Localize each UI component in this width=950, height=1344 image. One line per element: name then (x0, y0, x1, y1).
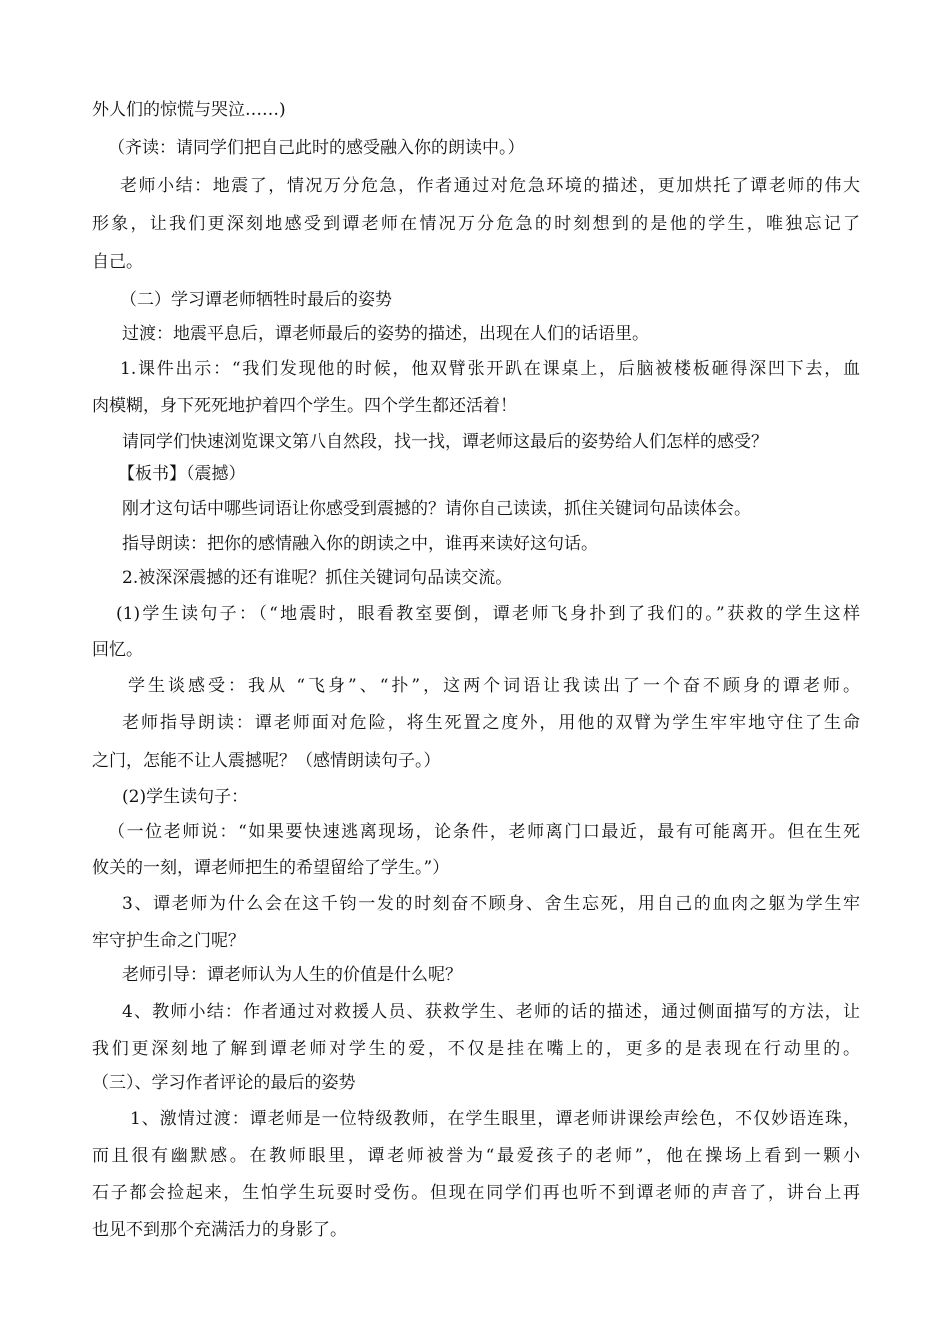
text-line: 回忆。 (92, 640, 143, 660)
text-line: 学生谈感受：我从 “飞身”、“扑”，这两个词语让我读出了一个奋不顾身的谭老师。 (128, 676, 860, 696)
blackboard-note: 【板书】（震撼） (118, 464, 246, 484)
text-line: 1、激情过渡：谭老师是一位特级教师，在学生眼里，谭老师讲课绘声绘色，不仅妙语连珠， (130, 1109, 860, 1129)
text-line: (1)学生读句子：（“地震时，眼看教室要倒，谭老师飞身扑到了我们的。”获救的学生这样 (116, 604, 860, 624)
text-line: 之门，怎能不让人震撼呢？（感情朗读句子。） (92, 751, 441, 771)
text-line: 攸关的一刻，谭老师把生的希望留给了学生。”） (92, 858, 450, 878)
text-line: 老师指导朗读：谭老师面对危险，将生死置之度外，用他的双臂为学生牢牢地守住了生命 (122, 713, 860, 733)
text-line: 而且很有幽默感。在教师眼里，谭老师被誉为“最爱孩子的老师”，他在操场上看到一颗小 (92, 1146, 860, 1166)
text-line: 自己。 (92, 252, 143, 272)
text-line: 我们更深刻地了解到谭老师对学生的爱，不仅是挂在嘴上的，更多的是表现在行动里的。 (92, 1039, 860, 1059)
text-line: 石子都会捡起来，生怕学生玩耍时受伤。但现在同学们再也听不到谭老师的声音了，讲台上再 (92, 1183, 860, 1203)
text-line: 过渡：地震平息后，谭老师最后的姿势的描述，出现在人们的话语里。 (122, 324, 649, 344)
text-line: 4、教师小结：作者通过对救援人员、获救学生、老师的话的描述，通过侧面描写的方法，让 (122, 1002, 860, 1022)
text-line: 外人们的惊慌与哭泣……) (92, 100, 286, 120)
text-line: 也见不到那个充满活力的身影了。 (92, 1220, 347, 1240)
text-line: （一位老师说：“如果要快速逃离现场，论条件，老师离门口最近，最有可能离开。但在生死 (108, 822, 860, 842)
text-line: （齐读：请同学们把自己此时的感受融入你的朗读中。） (108, 138, 525, 158)
text-line: 2.被深深震撼的还有谁呢？抓住关键词句品读交流。 (122, 568, 513, 588)
text-line: 3、谭老师为什么会在这千钧一发的时刻奋不顾身、舍生忘死，用自己的血肉之躯为学生牢 (122, 894, 860, 914)
text-line: 肉模糊，身下死死地护着四个学生。四个学生都还活着！ (92, 396, 517, 416)
text-line: 牢守护生命之门呢？ (92, 931, 245, 951)
text-line: 指导朗读：把你的感情融入你的朗读之中，谁再来读好这句话。 (122, 534, 598, 554)
text-line: 请同学们快速浏览课文第八自然段，找一找，谭老师这最后的姿势给人们怎样的感受？ (122, 432, 768, 452)
text-line: 1.课件出示：“我们发现他的时候，他双臂张开趴在课桌上，后脑被楼板砸得深凹下去，血 (120, 359, 860, 379)
section-heading: （二）学习谭老师牺牲时最后的姿势 (120, 290, 392, 310)
text-line: 老师引导：谭老师认为人生的价值是什么呢？ (122, 965, 462, 985)
text-line: (2)学生读句子： (122, 787, 249, 807)
section-heading: （三）、学习作者评论的最后的姿势 (92, 1073, 356, 1093)
text-line: 刚才这句话中哪些词语让你感受到震撼的？请你自己读读，抓住关键词句品读体会。 (122, 499, 751, 519)
text-line: 形象，让我们更深刻地感受到谭老师在情况万分危急的时刻想到的是他的学生，唯独忘记了 (92, 214, 860, 234)
text-line: 老师小结：地震了，情况万分危急，作者通过对危急环境的描述，更加烘托了谭老师的伟大 (120, 176, 860, 196)
